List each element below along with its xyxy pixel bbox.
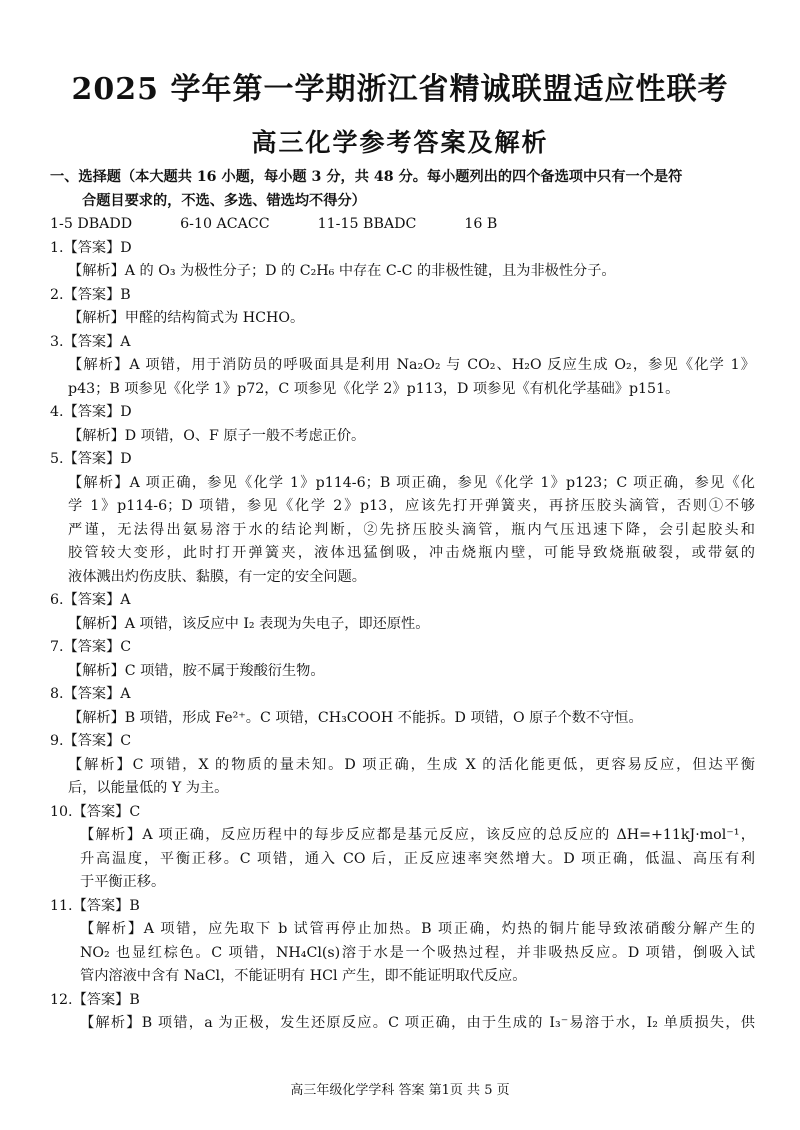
answer-key-group: 6-10 ACACC bbox=[180, 216, 270, 232]
question-explanation: 【解析】A 项错，应先取下 b 试管再停止加热。B 项正确，灼热的铜片能导致浓硝酸分解产生的 bbox=[80, 921, 755, 937]
question-answer: 7.【答案】C bbox=[50, 639, 132, 655]
question-explanation: 【解析】B 项错，a 为正极，发生还原反应。C 项正确，由于生成的 I₃⁻易溶于水，I₂ 单质损失，供 bbox=[80, 1015, 755, 1031]
question-explanation: 【解析】A 项错，用于消防员的呼吸面具是利用 Na₂O₂ 与 CO₂、H₂O 反应生成 O₂，参见《化学 1》 bbox=[68, 357, 755, 373]
question-explanation: 【解析】A 的 O₃ 为极性分子；D 的 C₂H₆ 中存在 C-C 的非极性键，且为非极性分子。 bbox=[68, 263, 616, 279]
document-body bbox=[50, 166, 755, 1036]
question-answer: 3.【答案】A bbox=[50, 333, 131, 350]
question-answer: 8.【答案】A bbox=[50, 686, 131, 702]
answer-key-group: 1-5 DBADD bbox=[50, 216, 133, 232]
section-heading-cont: 合题目要求的，不选、多选、错选均不得分） bbox=[82, 192, 366, 209]
question-answer: 10.【答案】C bbox=[50, 803, 141, 820]
question-explanation-cont: 胶管较大变形，此时打开弹簧夹，液体迅猛倒吸，冲击烧瓶内壁，可能导致烧瓶破裂，或带氨的 bbox=[68, 545, 755, 561]
question-explanation-cont: 学 1》p114-6；D 项错，参见《化学 2》p13，应该先打开弹簧夹，再挤压胶头滴管，否则①不够 bbox=[68, 498, 755, 514]
answer-key-group: 16 B bbox=[464, 216, 498, 232]
question-explanation: 【解析】甲醛的结构简式为 HCHO。 bbox=[68, 310, 305, 326]
question-answer: 1.【答案】D bbox=[50, 239, 132, 256]
page-footer: 高三年级化学学科 答案 第1页 共 5 页 bbox=[290, 1083, 510, 1098]
question-explanation-cont: p43；B 项参见《化学 1》p72，C 项参见《化学 2》p113，D 项参见《有机化学基础》p151。 bbox=[68, 380, 680, 397]
question-answer: 11.【答案】B bbox=[50, 897, 140, 914]
page-subtitle: 高三化学参考答案及解析 bbox=[251, 128, 549, 157]
question-explanation-cont: NO₂ 也显红棕色。C 项错，NH₄Cl(s)溶于水是一个吸热过程，并非吸热反应。D 项错，倒吸入试 bbox=[80, 944, 755, 961]
question-answer: 6.【答案】A bbox=[50, 592, 131, 608]
question-explanation-cont: 于平衡正移。 bbox=[80, 874, 166, 890]
answer-key-group: 11-15 BBADC bbox=[317, 216, 417, 232]
question-explanation: 【解析】A 项错，该反应中 I₂ 表现为失电子，即还原性。 bbox=[68, 615, 430, 632]
question-explanation-cont: 液体溅出灼伤皮肤、黏膜，有一定的安全问题。 bbox=[68, 568, 366, 585]
question-explanation-cont: 严谨，无法得出氨易溶于水的结论判断，②先挤压胶头滴管，瓶内气压迅速下降，会引起胶头和 bbox=[68, 521, 755, 538]
question-explanation: 【解析】A 项正确，反应历程中的每步反应都是基元反应，该反应的总反应的 ΔH=+11kJ·mol⁻¹， bbox=[80, 827, 755, 843]
question-answer: 4.【答案】D bbox=[50, 404, 132, 420]
question-answer: 2.【答案】B bbox=[50, 286, 131, 303]
answer-key-row bbox=[50, 213, 755, 237]
question-explanation: 【解析】C 项错，胺不属于羧酸衍生物。 bbox=[68, 662, 325, 679]
question-explanation: 【解析】B 项错，形成 Fe²⁺。C 项错，CH₃COOH 不能拆。D 项错，O 原子个数不守恒。 bbox=[68, 709, 643, 726]
question-answer: 9.【答案】C bbox=[50, 733, 132, 749]
question-explanation: 【解析】C 项错，X 的物质的量未知。D 项正确，生成 X 的活化能更低，更容易反应，但达平衡 bbox=[68, 756, 755, 773]
question-answer: 5.【答案】D bbox=[50, 451, 132, 467]
question-explanation: 【解析】D 项错，O、F 原子一般不考虑正价。 bbox=[68, 427, 366, 444]
section-heading: 一、选择题（本大题共 16 小题，每小题 3 分，共 48 分。每小题列出的四个备选项中只有一个是符 bbox=[50, 169, 683, 185]
question-answer: 12.【答案】B bbox=[50, 991, 140, 1008]
question-explanation: 【解析】A 项正确，参见《化学 1》p114-6；B 项正确，参见《化学 1》p123；C 项正确，参见《化 bbox=[68, 474, 755, 491]
page-title: 2025 学年第一学期浙江省精诚联盟适应性联考 bbox=[71, 72, 729, 107]
question-explanation-cont: 升高温度，平衡正移。C 项错，通入 CO 后，正反应速率突然增大。D 项正确，低温、高压有利 bbox=[80, 850, 755, 867]
question-explanation-cont: 管内溶液中含有 NaCl，不能证明有 HCl 产生，即不能证明取代反应。 bbox=[80, 968, 527, 984]
question-explanation-cont: 后，以能量低的 Y 为主。 bbox=[68, 780, 229, 796]
